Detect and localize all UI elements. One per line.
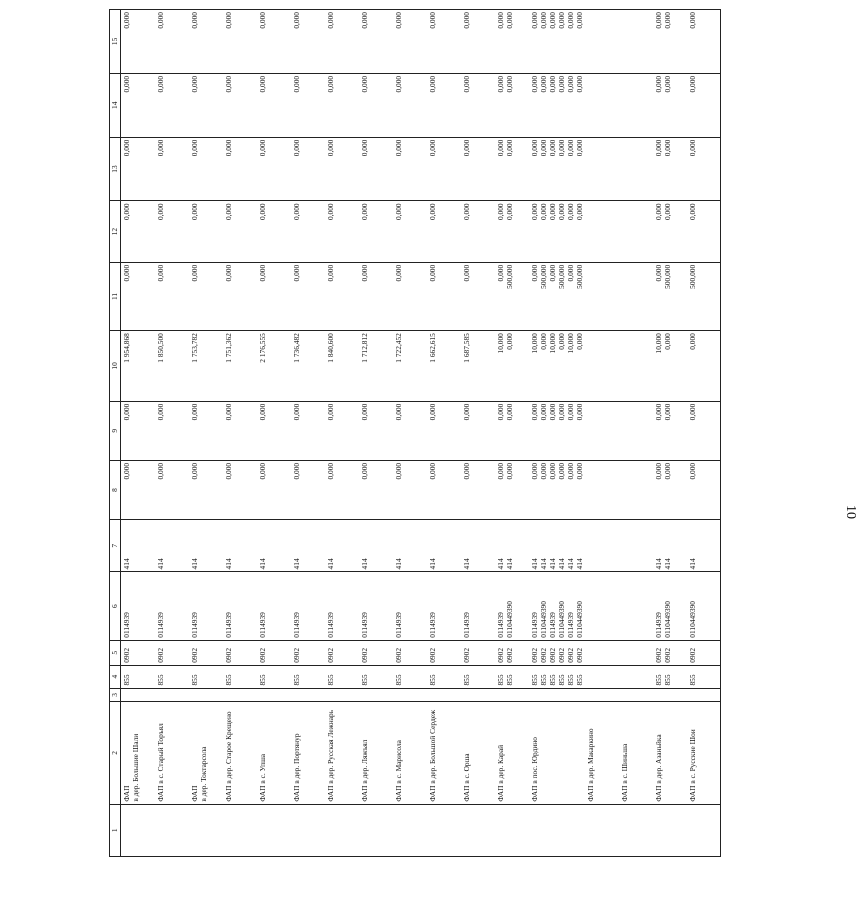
column-header-2: 2 [110, 702, 121, 804]
table-row [393, 10, 427, 857]
cell-col-2: ФАП в дер. Русская Лежнарь [325, 702, 359, 804]
cell-col-7: 414 [325, 520, 359, 572]
cell-col-2: ФАП в с. Марисола [393, 702, 427, 804]
cell-col-3 [495, 688, 529, 702]
cell-col-4: 855 855 [495, 665, 529, 688]
cell-col-14: 0,000 0,000 [495, 73, 529, 137]
cell-col-11: 0,000 [257, 262, 291, 330]
cell-col-15: 0,000 [155, 10, 189, 74]
cell-col-15: 0,000 [359, 10, 393, 74]
table-row [359, 10, 393, 857]
cell-col-4 [619, 665, 653, 688]
cell-col-8: 0,000 [359, 460, 393, 519]
cell-col-2: ФАП в дер. Ляжъял [359, 702, 393, 804]
cell-col-15: 0,000 [257, 10, 291, 74]
cell-col-10: 1 954,868 [121, 331, 155, 402]
cell-col-10: 1 850,500 [155, 331, 189, 402]
cell-col-1 [325, 804, 359, 856]
cell-col-7: 414 [189, 520, 223, 572]
cell-col-3 [461, 688, 495, 702]
cell-col-5 [585, 640, 619, 665]
cell-col-11: 0,000 [223, 262, 257, 330]
cell-col-11: 0,000 [325, 262, 359, 330]
cell-col-10: 1 722,452 [393, 331, 427, 402]
cell-col-5: 0902 0902 [495, 640, 529, 665]
cell-col-13: 0,000 [461, 137, 495, 201]
cell-col-13: 0,000 [291, 137, 325, 201]
cell-col-3 [189, 688, 223, 702]
cell-col-9: 0,000 [291, 401, 325, 460]
cell-col-14: 0,000 [461, 73, 495, 137]
cell-col-15 [619, 10, 653, 74]
cell-col-10: 1 753,782 [189, 331, 223, 402]
column-header-3: 3 [110, 688, 121, 702]
cell-col-12: 0,000 [325, 201, 359, 262]
cell-col-8: 0,000 [325, 460, 359, 519]
cell-col-11: 0,000 [427, 262, 461, 330]
column-header-6: 6 [110, 572, 121, 640]
budget-table [109, 9, 721, 857]
table-body [121, 10, 721, 857]
cell-col-4: 855 [223, 665, 257, 688]
cell-col-3 [619, 688, 653, 702]
cell-col-5: 0902 [257, 640, 291, 665]
table-row [461, 10, 495, 857]
cell-col-15: 0,000 0,000 0,000 0,000 0,000 0,000 [529, 10, 585, 74]
cell-col-5: 0902 [223, 640, 257, 665]
cell-col-5: 0902 [427, 640, 461, 665]
cell-col-11: 0,000 [291, 262, 325, 330]
table-row [585, 10, 619, 857]
cell-col-9: 0,000 0,000 0,000 0,000 0,000 0,000 [529, 401, 585, 460]
cell-col-12: 0,000 [427, 201, 461, 262]
cell-col-11: 0,000 500,000 [495, 262, 529, 330]
column-header-12: 12 [110, 201, 121, 262]
cell-col-14: 0,000 [325, 73, 359, 137]
cell-col-14: 0,000 0,000 [653, 73, 687, 137]
cell-col-13: 0,000 [121, 137, 155, 201]
cell-col-1 [155, 804, 189, 856]
cell-col-13: 0,000 [687, 137, 721, 201]
table-row [325, 10, 359, 857]
cell-col-12 [585, 201, 619, 262]
cell-col-15: 0,000 [427, 10, 461, 74]
cell-col-13: 0,000 [325, 137, 359, 201]
column-header-1: 1 [110, 804, 121, 856]
cell-col-5: 0902 [325, 640, 359, 665]
cell-col-6: 0114939 [325, 572, 359, 640]
cell-col-9: 0,000 [427, 401, 461, 460]
cell-col-8: 0,000 [393, 460, 427, 519]
cell-col-1 [359, 804, 393, 856]
cell-col-15: 0,000 0,000 [653, 10, 687, 74]
cell-col-9 [585, 401, 619, 460]
cell-col-11: 0,000 500,000 [653, 262, 687, 330]
cell-col-12: 0,000 [121, 201, 155, 262]
cell-col-9: 0,000 [461, 401, 495, 460]
cell-col-13: 0,000 [393, 137, 427, 201]
cell-col-13 [619, 137, 653, 201]
cell-col-12: 0,000 [461, 201, 495, 262]
cell-col-3 [427, 688, 461, 702]
cell-col-12: 0,000 [291, 201, 325, 262]
cell-col-6: 0114939 [121, 572, 155, 640]
cell-col-9: 0,000 [393, 401, 427, 460]
cell-col-11: 0,000 [155, 262, 189, 330]
cell-col-7: 414 414 414 414 414 414 [529, 520, 585, 572]
cell-col-14: 0,000 [291, 73, 325, 137]
cell-col-15: 0,000 [687, 10, 721, 74]
cell-col-3 [529, 688, 585, 702]
cell-col-15: 0,000 0,000 [495, 10, 529, 74]
cell-col-6: 0110449390 [687, 572, 721, 640]
cell-col-15: 0,000 [461, 10, 495, 74]
cell-col-6: 0114939 [359, 572, 393, 640]
cell-col-14 [585, 73, 619, 137]
cell-col-9: 0,000 [325, 401, 359, 460]
cell-col-2: ФАП в с. Упша [257, 702, 291, 804]
cell-col-4: 855 [359, 665, 393, 688]
cell-col-6: 0114939 [393, 572, 427, 640]
cell-col-9: 0,000 [155, 401, 189, 460]
column-header-5: 5 [110, 640, 121, 665]
cell-col-6: 0114939 [291, 572, 325, 640]
cell-col-12: 0,000 [223, 201, 257, 262]
cell-col-8: 0,000 [155, 460, 189, 519]
cell-col-4: 855 855 855 855 855 855 [529, 665, 585, 688]
cell-col-11 [585, 262, 619, 330]
cell-col-1 [585, 804, 619, 856]
cell-col-7: 414 [427, 520, 461, 572]
cell-col-7: 414 [461, 520, 495, 572]
cell-col-1 [461, 804, 495, 856]
table-row [495, 10, 529, 857]
cell-col-10: 1 736,482 [291, 331, 325, 402]
cell-col-4: 855 855 [653, 665, 687, 688]
cell-col-4: 855 [461, 665, 495, 688]
cell-col-1 [619, 804, 653, 856]
cell-col-4: 855 [121, 665, 155, 688]
column-header-9: 9 [110, 401, 121, 460]
cell-col-3 [653, 688, 687, 702]
cell-col-14: 0,000 [155, 73, 189, 137]
cell-col-9: 0,000 [223, 401, 257, 460]
table-row [427, 10, 461, 857]
cell-col-3 [585, 688, 619, 702]
cell-col-8: 0,000 [291, 460, 325, 519]
cell-col-9: 0,000 [121, 401, 155, 460]
cell-col-3 [393, 688, 427, 702]
cell-col-3 [687, 688, 721, 702]
cell-col-11: 0,000 [359, 262, 393, 330]
cell-col-15 [585, 10, 619, 74]
cell-col-1 [687, 804, 721, 856]
cell-col-8 [619, 460, 653, 519]
cell-col-12: 0,000 [393, 201, 427, 262]
cell-col-2: ФАП в дер. Большие Шали [121, 702, 155, 804]
cell-col-3 [257, 688, 291, 702]
cell-col-4: 855 [427, 665, 461, 688]
cell-col-11: 0,000 [121, 262, 155, 330]
cell-col-7: 414 [687, 520, 721, 572]
cell-col-2: ФАП в дер. Портянур [291, 702, 325, 804]
cell-col-6: 0114939 0110449390 0114939 0110449390 0114939 0110449390 [529, 572, 585, 640]
cell-col-13 [585, 137, 619, 201]
cell-col-4: 855 [393, 665, 427, 688]
cell-col-8: 0,000 [461, 460, 495, 519]
cell-col-15: 0,000 [223, 10, 257, 74]
cell-col-7: 414 [393, 520, 427, 572]
cell-col-14: 0,000 0,000 0,000 0,000 0,000 0,000 [529, 73, 585, 137]
cell-col-9: 0,000 [359, 401, 393, 460]
cell-col-14: 0,000 [687, 73, 721, 137]
cell-col-1 [393, 804, 427, 856]
cell-col-6 [619, 572, 653, 640]
cell-col-8: 0,000 0,000 [495, 460, 529, 519]
cell-col-14: 0,000 [427, 73, 461, 137]
cell-col-11: 0,000 [393, 262, 427, 330]
cell-col-1 [427, 804, 461, 856]
cell-col-2: ФАП в с. Русские Шои [687, 702, 721, 804]
cell-col-8: 0,000 [223, 460, 257, 519]
cell-col-12: 0,000 [359, 201, 393, 262]
cell-col-9: 0,000 [687, 401, 721, 460]
cell-col-4: 855 [687, 665, 721, 688]
cell-col-5: 0902 [155, 640, 189, 665]
cell-col-15: 0,000 [189, 10, 223, 74]
cell-col-1 [653, 804, 687, 856]
cell-col-10: 1 751,362 [223, 331, 257, 402]
header-row [110, 10, 121, 857]
cell-col-10: 10,000 0,000 [653, 331, 687, 402]
cell-col-7: 414 [359, 520, 393, 572]
cell-col-2: ФАП в с. Старый Торъял [155, 702, 189, 804]
cell-col-13: 0,000 [257, 137, 291, 201]
cell-col-10: 1 712,812 [359, 331, 393, 402]
rotated-table-area [109, 9, 697, 857]
table-row [619, 10, 653, 857]
cell-col-4: 855 [155, 665, 189, 688]
cell-col-4: 855 [257, 665, 291, 688]
cell-col-7 [619, 520, 653, 572]
cell-col-9: 0,000 [189, 401, 223, 460]
cell-col-14: 0,000 [223, 73, 257, 137]
cell-col-6 [585, 572, 619, 640]
cell-col-2: ФАП в пос. Юрдино [529, 702, 585, 804]
cell-col-7: 414 414 [495, 520, 529, 572]
cell-col-2: ФАП в дер. Макаркино [585, 702, 619, 804]
cell-col-5: 0902 [461, 640, 495, 665]
cell-col-12: 0,000 [687, 201, 721, 262]
cell-col-5: 0902 [687, 640, 721, 665]
cell-col-7: 414 414 [653, 520, 687, 572]
page-number: 10 [843, 505, 858, 519]
table-row [155, 10, 189, 857]
column-header-7: 7 [110, 520, 121, 572]
cell-col-12 [619, 201, 653, 262]
cell-col-8: 0,000 0,000 0,000 0,000 0,000 0,000 [529, 460, 585, 519]
cell-col-13: 0,000 [427, 137, 461, 201]
cell-col-6: 0114939 0110449390 [653, 572, 687, 640]
cell-col-2: ФАП в дер. Токтарсола [189, 702, 223, 804]
cell-col-15: 0,000 [325, 10, 359, 74]
cell-col-7: 414 [257, 520, 291, 572]
cell-col-4: 855 [291, 665, 325, 688]
cell-col-10: 2 176,555 [257, 331, 291, 402]
cell-col-3 [121, 688, 155, 702]
cell-col-3 [359, 688, 393, 702]
cell-col-14: 0,000 [393, 73, 427, 137]
cell-col-15: 0,000 [291, 10, 325, 74]
cell-col-13: 0,000 0,000 0,000 0,000 0,000 0,000 [529, 137, 585, 201]
cell-col-12: 0,000 [189, 201, 223, 262]
cell-col-5: 0902 0902 [653, 640, 687, 665]
cell-col-10: 10,000 0,000 10,000 0,000 10,000 0,000 [529, 331, 585, 402]
cell-col-6: 0114939 [257, 572, 291, 640]
cell-col-2: ФАП в дер. Азаньйка [653, 702, 687, 804]
cell-col-4: 855 [325, 665, 359, 688]
cell-col-2: ФАП в дер. Большой Сердеж [427, 702, 461, 804]
cell-col-5: 0902 [121, 640, 155, 665]
cell-col-1 [189, 804, 223, 856]
cell-col-5: 0902 [359, 640, 393, 665]
column-header-10: 10 [110, 331, 121, 402]
cell-col-8 [585, 460, 619, 519]
cell-col-8: 0,000 [257, 460, 291, 519]
cell-col-12: 0,000 [155, 201, 189, 262]
cell-col-11: 0,000 [461, 262, 495, 330]
table-row [257, 10, 291, 857]
cell-col-2: ФАП в с. Орша [461, 702, 495, 804]
cell-col-9: 0,000 [257, 401, 291, 460]
cell-col-9 [619, 401, 653, 460]
cell-col-10 [585, 331, 619, 402]
cell-col-10: 0,000 [687, 331, 721, 402]
cell-col-10: 1 840,600 [325, 331, 359, 402]
cell-col-12: 0,000 0,000 0,000 0,000 0,000 0,000 [529, 201, 585, 262]
cell-col-2: ФАП в дер. Старое Крещено [223, 702, 257, 804]
table-row [189, 10, 223, 857]
table-row [653, 10, 687, 857]
cell-col-13: 0,000 0,000 [495, 137, 529, 201]
cell-col-8: 0,000 [687, 460, 721, 519]
column-header-15: 15 [110, 10, 121, 74]
cell-col-1 [121, 804, 155, 856]
cell-col-9: 0,000 0,000 [495, 401, 529, 460]
cell-col-6: 0114939 [427, 572, 461, 640]
cell-col-3 [155, 688, 189, 702]
cell-col-6: 0114939 [223, 572, 257, 640]
cell-col-13: 0,000 [155, 137, 189, 201]
cell-col-1 [495, 804, 529, 856]
cell-col-8: 0,000 [189, 460, 223, 519]
cell-col-14: 0,000 [189, 73, 223, 137]
cell-col-5 [619, 640, 653, 665]
table-row [121, 10, 155, 857]
cell-col-1 [529, 804, 585, 856]
cell-col-7: 414 [291, 520, 325, 572]
cell-col-3 [223, 688, 257, 702]
cell-col-2: ФАП в дер. Карай [495, 702, 529, 804]
cell-col-14: 0,000 [359, 73, 393, 137]
cell-col-6: 0114939 [155, 572, 189, 640]
cell-col-5: 0902 [189, 640, 223, 665]
cell-col-11: 0,000 [189, 262, 223, 330]
cell-col-14: 0,000 [257, 73, 291, 137]
column-header-14: 14 [110, 73, 121, 137]
table-row [529, 10, 585, 857]
cell-col-12: 0,000 0,000 [653, 201, 687, 262]
cell-col-10: 10,000 0,000 [495, 331, 529, 402]
cell-col-2: ФАП в с. Шиньша [619, 702, 653, 804]
cell-col-13: 0,000 [189, 137, 223, 201]
cell-col-8: 0,000 0,000 [653, 460, 687, 519]
column-header-4: 4 [110, 665, 121, 688]
cell-col-15: 0,000 [121, 10, 155, 74]
cell-col-11: 0,000 500,000 0,000 500,000 0,000 500,000 [529, 262, 585, 330]
cell-col-5: 0902 0902 0902 0902 0902 0902 [529, 640, 585, 665]
cell-col-13: 0,000 [223, 137, 257, 201]
cell-col-10: 1 687,585 [461, 331, 495, 402]
column-header-8: 8 [110, 460, 121, 519]
column-header-13: 13 [110, 137, 121, 201]
cell-col-4 [585, 665, 619, 688]
cell-col-5: 0902 [291, 640, 325, 665]
cell-col-9: 0,000 0,000 [653, 401, 687, 460]
cell-col-3 [291, 688, 325, 702]
cell-col-13: 0,000 [359, 137, 393, 201]
table-row [223, 10, 257, 857]
cell-col-4: 855 [189, 665, 223, 688]
column-header-11: 11 [110, 262, 121, 330]
cell-col-10 [619, 331, 653, 402]
cell-col-8: 0,000 [121, 460, 155, 519]
cell-col-6: 0114939 [189, 572, 223, 640]
cell-col-8: 0,000 [427, 460, 461, 519]
cell-col-5: 0902 [393, 640, 427, 665]
cell-col-12: 0,000 0,000 [495, 201, 529, 262]
cell-col-6: 0114939 0110449390 [495, 572, 529, 640]
cell-col-1 [291, 804, 325, 856]
cell-col-7: 414 [223, 520, 257, 572]
cell-col-13: 0,000 0,000 [653, 137, 687, 201]
cell-col-7 [585, 520, 619, 572]
cell-col-11: 500,000 [687, 262, 721, 330]
cell-col-15: 0,000 [393, 10, 427, 74]
cell-col-1 [257, 804, 291, 856]
cell-col-14: 0,000 [121, 73, 155, 137]
cell-col-3 [325, 688, 359, 702]
cell-col-12: 0,000 [257, 201, 291, 262]
cell-col-11 [619, 262, 653, 330]
cell-col-10: 1 662,615 [427, 331, 461, 402]
table-row [687, 10, 721, 857]
cell-col-7: 414 [155, 520, 189, 572]
table-row [291, 10, 325, 857]
cell-col-1 [223, 804, 257, 856]
cell-col-6: 0114939 [461, 572, 495, 640]
cell-col-14 [619, 73, 653, 137]
cell-col-7: 414 [121, 520, 155, 572]
